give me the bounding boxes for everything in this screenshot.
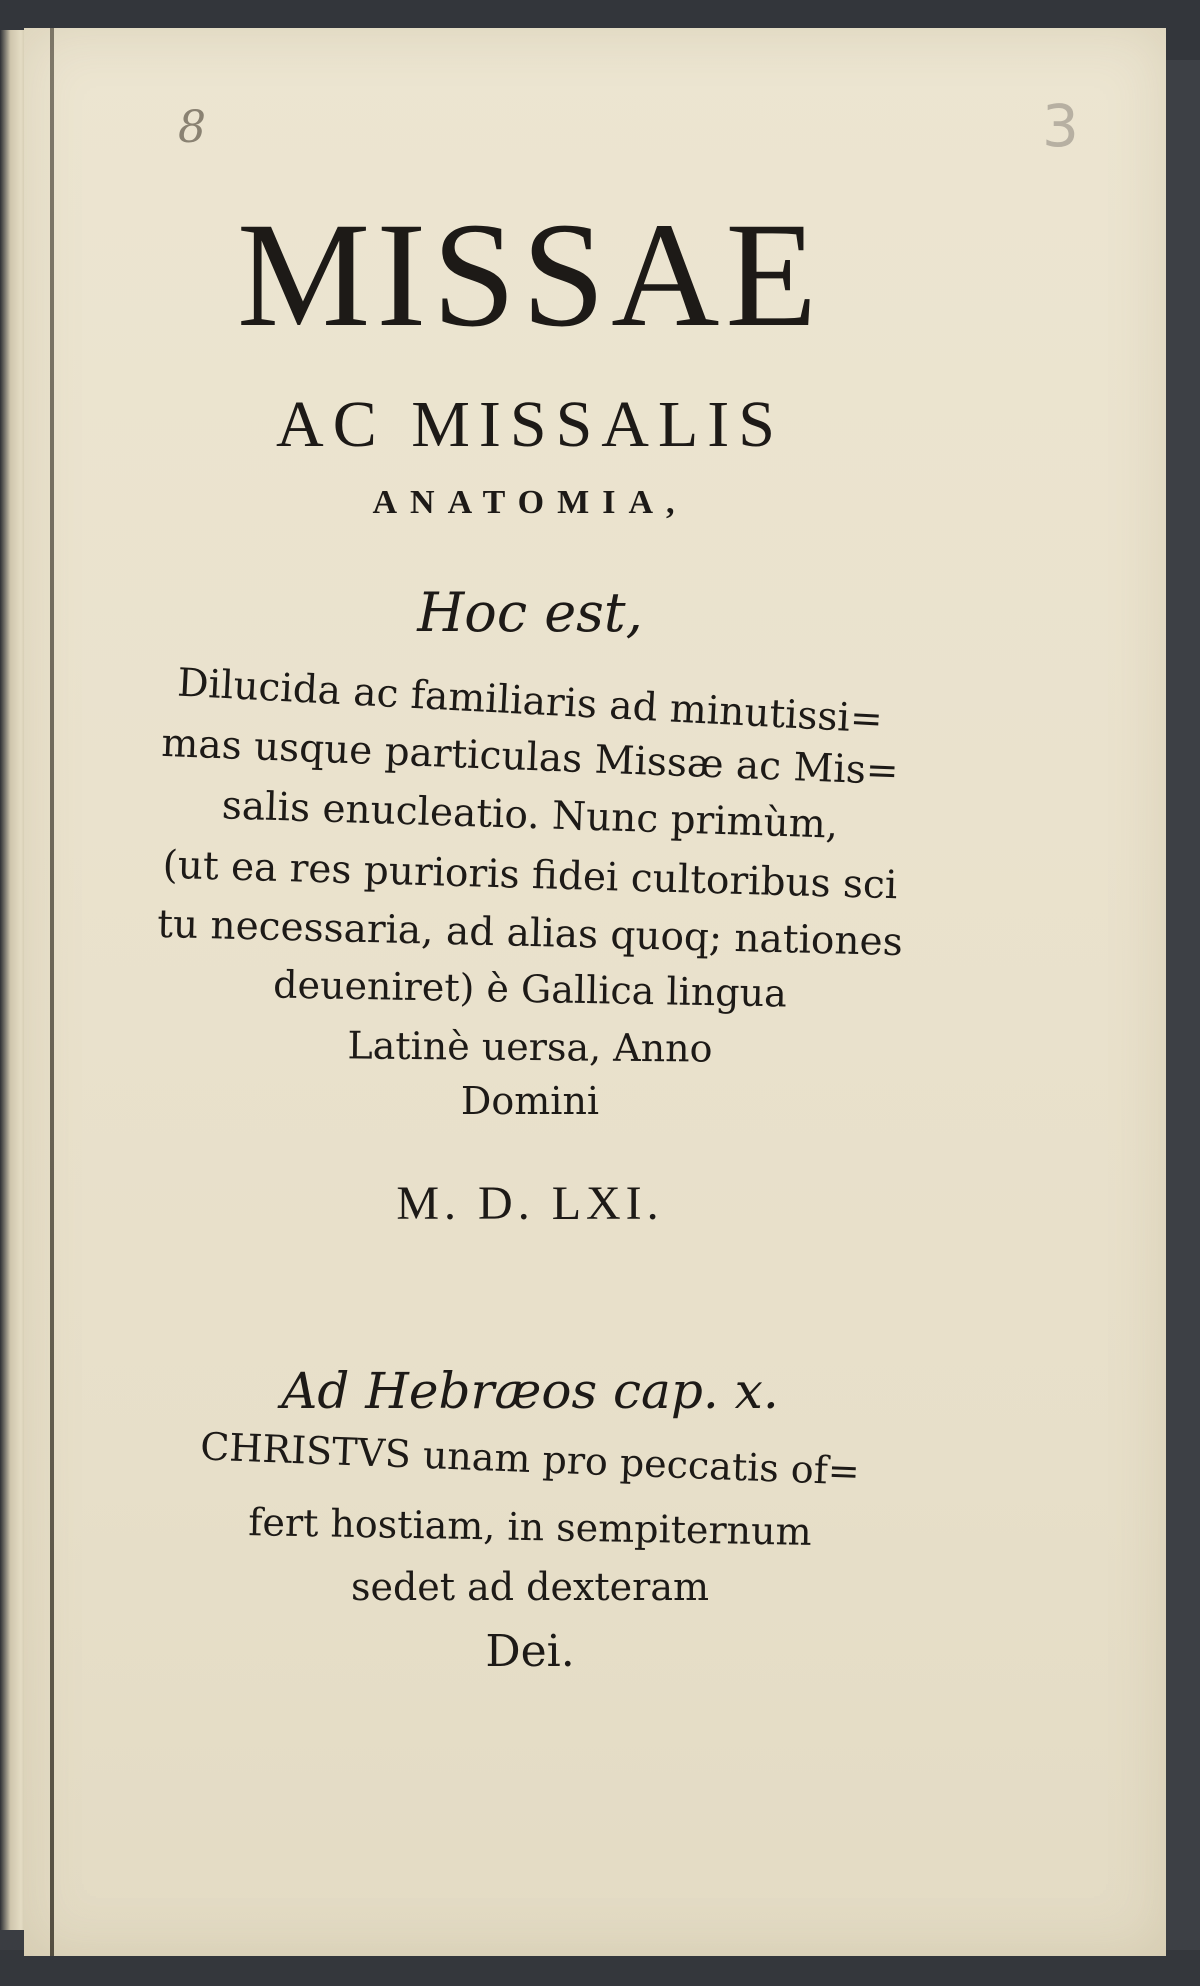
body-line: tu necessaria, ad alias quoq; nationes xyxy=(156,901,904,966)
epigraph-heading: Ad Hebræos cap. x. xyxy=(281,1362,779,1420)
title-sub: AC MISSALIS xyxy=(276,388,784,461)
epigraph-line: CHRISTVS unam pro peccatis of= xyxy=(199,1424,861,1494)
folio-number: 3 xyxy=(1042,92,1079,160)
epigraph-line: Dei. xyxy=(485,1626,575,1677)
title-sub2: ANATOMIA, xyxy=(372,484,688,521)
body-line: salis enucleatio. Nunc primùm, xyxy=(221,783,839,848)
title-main: MISSAE xyxy=(236,192,824,358)
epigraph-line: fert hostiam, in sempiternum xyxy=(248,1500,812,1554)
gutter-shadow xyxy=(50,28,54,1956)
date-line: M. D. LXI. xyxy=(396,1177,664,1230)
body-line: Latinè uersa, Anno xyxy=(347,1023,713,1071)
body-line: deueniret) è Gallica lingua xyxy=(272,962,788,1016)
body-line: Dilucida ac familiaris ad minutissi= xyxy=(176,660,884,743)
body-line: (ut ea res purioris fidei cultoribus sci xyxy=(162,842,898,909)
pencil-mark: 8 xyxy=(178,102,206,153)
body-line: Domini xyxy=(460,1079,600,1123)
body-line: mas usque particulas Missæ ac Mis= xyxy=(160,720,900,795)
epigraph-line: sedet ad dexteram xyxy=(350,1565,710,1609)
scan-background-right xyxy=(1166,60,1200,1960)
hoc-est: Hoc est, xyxy=(417,581,643,644)
